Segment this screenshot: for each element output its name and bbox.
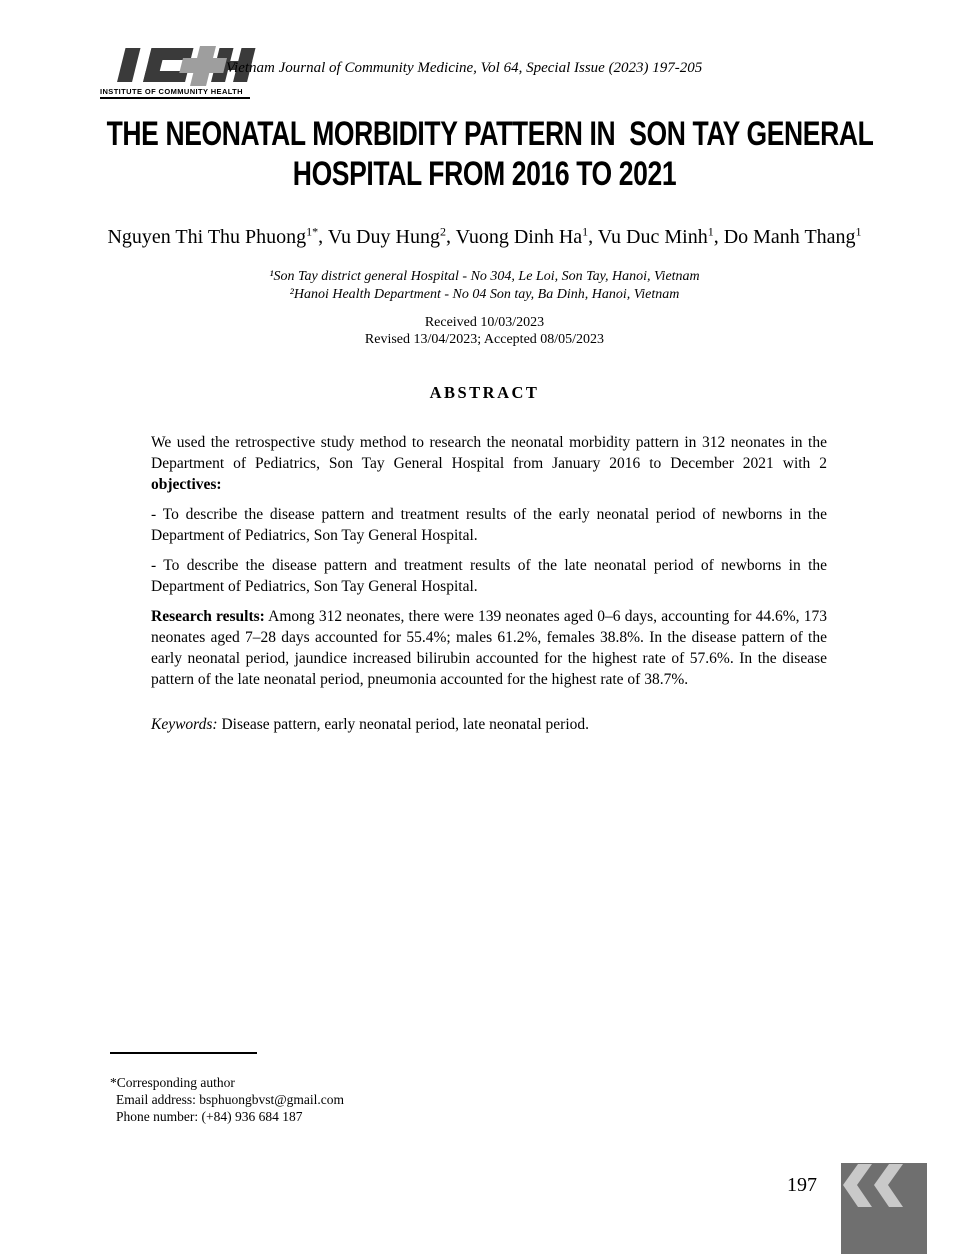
- affiliation-1: ¹Son Tay district general Hospital - No 304, Le Loi, Son Tay, Hanoi, Vietnam: [269, 269, 700, 284]
- corresponding-phone: Phone number: (+84) 936 684 187: [116, 1109, 303, 1124]
- abstract-paragraph-3: - To describe the disease pattern and treatment results of the late neonatal period of newborns in the Department of Pediatrics, Son Tay General Hospital.: [151, 557, 827, 595]
- abstract-p1-bold: objectives:: [151, 476, 222, 493]
- article-title-line2: HOSPITAL FROM 2016 TO 2021: [292, 155, 677, 193]
- footnote-divider: [110, 1052, 257, 1054]
- correspondence-footnote: [110, 1052, 344, 1125]
- article-title-line1: THE NEONATAL MORBIDITY PATTERN IN SON TAY GENERAL: [106, 115, 874, 153]
- double-chevron-left-icon: [841, 1163, 927, 1254]
- abstract-paragraph-2: - To describe the disease pattern and treatment results of the early neonatal period of newborns in the Department of Pediatrics, Son Tay General Hospital.: [151, 506, 827, 544]
- abstract-p1-text: We used the retrospective study method to research the neonatal morbidity pattern in 312 neonates in the Department of Pediatrics, Son Tay General Hospital from January 2016 to December 2021 with 2: [151, 434, 827, 472]
- keywords-label: Keywords:: [151, 716, 218, 733]
- author-list: Nguyen Thi Thu Phuong$^{1*}$, Vu Duy Hung$^2$, Vuong Dinh Ha$^1$, Vu Duc Minh$^1$, Do Manh Thang$^1$: [107, 224, 862, 248]
- received-date: Received 10/03/2023: [424, 315, 545, 330]
- journal-header-line: Vietnam Journal of Community Medicine, Vol 64, Special Issue (2023) 197-205: [226, 60, 703, 76]
- logo-subtext: INSTITUTE OF COMMUNITY HEALTH: [100, 87, 250, 99]
- affiliation-2: ²Hanoi Health Department - No 04 Son tay, Ba Dinh, Hanoi, Vietnam: [289, 286, 680, 302]
- author: Vu Duy Hung$^2$: [327, 224, 446, 248]
- revised-accepted-date: Revised 13/04/2023; Accepted 08/05/2023: [364, 331, 605, 347]
- abstract-heading: ABSTRACT: [429, 383, 540, 402]
- abstract-body: [151, 432, 827, 744]
- article-dates: [0, 315, 969, 348]
- author: Vu Duc Minh$^1$: [597, 224, 714, 248]
- research-results-text: Among 312 neonates, there were 139 neonates aged 0–6 days, accounting for 44.6%, 173 neonates aged 7–28 days accounted for 55.4%; males 61.2%, females 38.8%. In the disease pattern of the early neonatal period, jaundice increased bilirubin accounted for the highest rate of 57.6%. In the disease pattern of the late neonatal period, pneumonia accounted for the highest rate of 38.7%.: [151, 608, 827, 688]
- author: Vuong Dinh Ha$^1$: [455, 224, 589, 248]
- corner-chevron-block[interactable]: [841, 1163, 927, 1254]
- abstract-paragraph-4: [151, 606, 827, 690]
- keywords-line: [151, 714, 827, 735]
- corresponding-email: Email address: bsphuongbvst@gmail.com: [116, 1092, 345, 1107]
- page-number: 197: [787, 1174, 817, 1196]
- research-results-label: Research results:: [151, 608, 265, 625]
- keywords-text: Disease pattern, early neonatal period, late neonatal period.: [217, 716, 590, 733]
- article-title: [0, 114, 969, 194]
- affiliations: [0, 268, 969, 303]
- corresponding-author-note: *Corresponding author: [110, 1075, 235, 1090]
- abstract-paragraph-1: [151, 432, 827, 495]
- author: Do Manh Thang$^1$: [723, 224, 862, 248]
- author: Nguyen Thi Thu Phuong$^{1*}$: [107, 224, 319, 248]
